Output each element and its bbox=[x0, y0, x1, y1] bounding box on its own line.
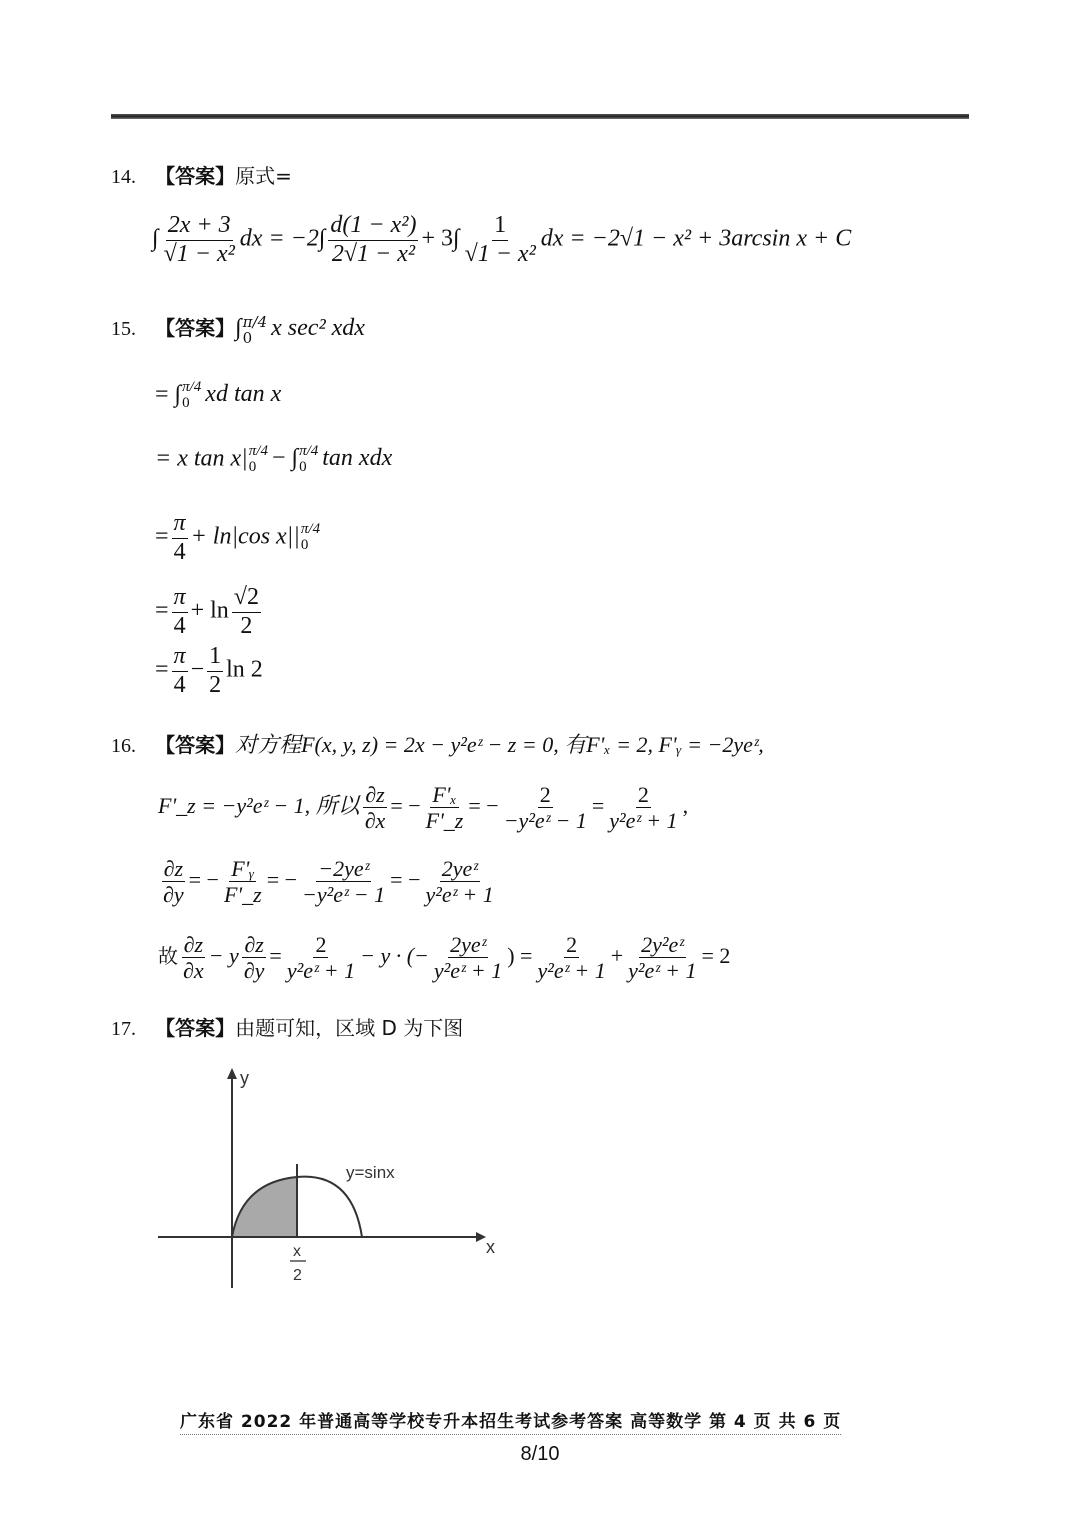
integral-limits: π/4 0 bbox=[242, 312, 268, 347]
q15-line4: = $\frac{\pi}{4}$ + ln $\frac{√2}{2}$ bbox=[155, 584, 259, 639]
x-axis-label: x bbox=[486, 1237, 495, 1257]
question-number: 16. bbox=[111, 735, 136, 757]
tick-label-num: x bbox=[293, 1243, 301, 1260]
q15-header bbox=[111, 312, 365, 346]
eq-part: + 3∫ bbox=[421, 225, 460, 252]
q15-line3: = $\frac{\pi}{4}$ + ln|cos x|| π/4 0 bbox=[155, 510, 321, 565]
fraction: $\frac{1}{\text{√1 − x²}}$ bbox=[464, 212, 536, 267]
answer-tag: 【答案】 bbox=[155, 316, 236, 340]
eq-part: x sec² xdx bbox=[271, 315, 365, 341]
q14-header bbox=[111, 160, 292, 189]
integral-sign: ∫ bbox=[235, 315, 242, 341]
header-rule bbox=[111, 114, 969, 119]
fraction: $\frac{2x + 3}{\text{√1 − x²}}$ bbox=[163, 212, 235, 267]
eq-part: dx = −2∫ bbox=[239, 225, 326, 252]
region-d-graph bbox=[150, 1060, 510, 1300]
answer-tag: 【答案】 bbox=[155, 733, 236, 757]
y-axis-label: y bbox=[240, 1068, 249, 1088]
y-axis-arrow bbox=[227, 1068, 237, 1079]
curve-label: y=sinx bbox=[346, 1163, 395, 1182]
question-number: 17. bbox=[111, 1018, 136, 1040]
q15-line5: = $\frac{\pi}{4}$ − $\frac{1}{2}$ ln 2 bbox=[155, 643, 263, 698]
q14-equation bbox=[152, 212, 851, 268]
q16-line4: 故 $\frac{\partial z}{\partial x}$ − y $\frac{\partial z}{\partial y}$ = $\frac{2}{\text{y²eᶻ + 1}}$ − y · (− $\frac{\text{2yeᶻ}}{\text{y²eᶻ + 1}}$ ) = $\frac{2}{\text{y²eᶻ + 1}}$ + $\frac{\text{2y²eᶻ}}{\text{y²eᶻ + 1}}$ = 2 bbox=[158, 932, 731, 984]
q16-line3: $\frac{\partial z}{\partial y}$ = − $\frac{\text{F'ᵧ}}{F'\_z}$ = − $\frac{\text{−2yeᶻ}}{\text{−y²eᶻ − 1}}$ = − $\frac{\text{2yeᶻ}}{\text{y²eᶻ + 1}}$ bbox=[163, 856, 494, 908]
answer-tag: 【答案】 bbox=[155, 1016, 236, 1040]
integral-sign: ∫ bbox=[152, 225, 159, 252]
x-axis-arrow bbox=[476, 1232, 486, 1242]
eq-part: dx = −2√1 − x² + 3arcsin x + C bbox=[540, 225, 852, 252]
q16-header bbox=[111, 728, 764, 759]
answer-tag: 【答案】 bbox=[155, 164, 236, 188]
q15-line2: = x tan x| π/4 0 − ∫ π/4 0 tan xdx bbox=[155, 443, 393, 475]
question-number: 14. bbox=[111, 166, 136, 188]
q17-text: 由题可知，区域 D 为下图 bbox=[235, 1016, 464, 1040]
page-footer: 广东省 2022 年普通高等学校专升本招生考试参考答案 高等数学 第 4 页 共 6 页 bbox=[180, 1407, 841, 1435]
page-indicator: 8/10 bbox=[520, 1443, 560, 1465]
q15-line1: = ∫ π/4 0 xd tan x bbox=[155, 379, 282, 411]
q16-line2: F'_z = −y²eᶻ − 1, 所以 $\frac{\partial z}{\partial x}$ = − $\frac{\text{F'ₓ}}{F'\_z}$ = − $\frac{2}{\text{−y²eᶻ − 1}}$ = $\frac{2}{\text{y²eᶻ + 1}}$ , bbox=[158, 782, 689, 834]
tick-label-den: 2 bbox=[293, 1267, 302, 1284]
fraction: $\frac{\text{d(1 − x²)}}{\text{2√1 − x²}}$ bbox=[330, 212, 417, 267]
q16-line1: 对方程F(x, y, z) = 2x − y²eᶻ − z = 0, 有F'ₓ = 2, F'ᵧ = −2yeᶻ, bbox=[235, 732, 764, 757]
question-number: 15. bbox=[111, 318, 136, 340]
q17-header bbox=[111, 1012, 463, 1041]
q14-intro: 原式= bbox=[235, 164, 292, 188]
